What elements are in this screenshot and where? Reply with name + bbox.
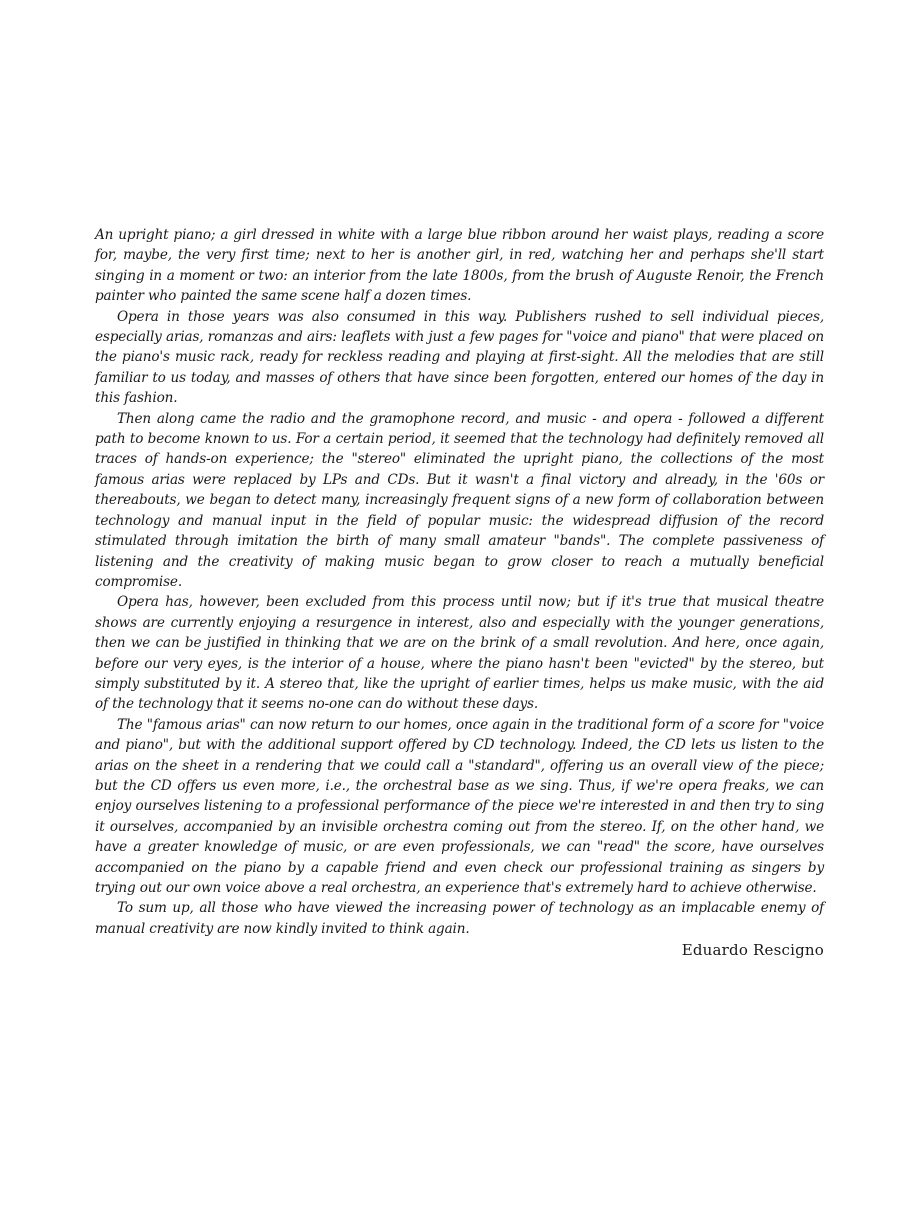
paragraph-3: Then along came the radio and the gramophone record, and music - and opera - followed a different path to become known to us. For a certain period, it seemed that the technology had definitely removed all traces of hands-on experience; the "stereo" eliminated the upright piano, the collections of the most famous arias were replaced by LPs and CDs. But it wasn't a final victory and already, in the '60s or thereabouts, we began to detect many, increasingly frequent signs of a new form of collaboration between technology and manual input in the field of popular music: the widespread diffusion of the record stimulated through imitation the birth of many small amateur "bands". The complete passiveness of listening and the creativity of making music began to grow closer to reach a mutually beneficial compromise. (95, 410, 824, 590)
paragraph-1: An upright piano; a girl dressed in white with a large blue ribbon around her waist plays, reading a score for, maybe, the very first time; next to her is another girl, in red, watching her and perhaps she'll start singing in a moment or two: an interior from the late 1800s, from the brush of Auguste Renoir, the French painter who painted the same scene half a dozen times. (95, 227, 824, 305)
paragraph-5: The "famous arias" can now return to our homes, once again in the traditional form of a score for "voice and piano", but with the additional support offered by CD technology. Indeed, the CD lets us listen to the arias on the sheet in a rendering that we could call a "standard", offering us an overall view of the piece; but the CD offers us even more, i.e., the orchestral base as we sing. Thus, if we're opera freaks, we can enjoy ourselves listening to a professional performance of the piece we're interested in and then try to sing it ourselves, accompanied by an invisible orchestra coming out from the stereo. If, on the other hand, we have a greater knowledge of music, or are even professionals, we can "read" the score, have ourselves accompanied on the piano by a capable friend and even check our professional training as singers by trying out our own voice above a real orchestra, an experience that's extremely hard to achieve otherwise. (95, 716, 824, 896)
paragraph-2: Opera in those years was also consumed in this way. Publishers rushed to sell individual pieces, especially arias, romanzas and airs: leaflets with just a few pages for "voice and piano" that were placed on the piano's music rack, ready for reckless reading and playing at first-sight. All the melodies that are still familiar to us today, and masses of others that have since been forgotten, entered our homes of the day in this fashion. (95, 308, 824, 407)
paragraph-4: Opera has, however, been excluded from this process until now; but if it's true that musical theatre shows are currently enjoying a resurgence in interest, also and especially with the younger generations, then we can be justified in thinking that we are on the brink of a small revolution. And here, once again, before our very eyes, is the interior of a house, where the piano hasn't been "evicted" by the stereo, but simply substituted by it. A stereo that, like the upright of earlier times, helps us make music, with the aid of the technology that it seems no-one can do without these days. (95, 594, 824, 713)
document-page (95, 225, 824, 961)
paragraph-6: To sum up, all those who have viewed the increasing power of technology as an implacable enemy of manual creativity are now kindly invited to think again. (95, 900, 824, 937)
essay-body (95, 225, 824, 939)
author-signature: Eduardo Rescigno (681, 941, 824, 960)
